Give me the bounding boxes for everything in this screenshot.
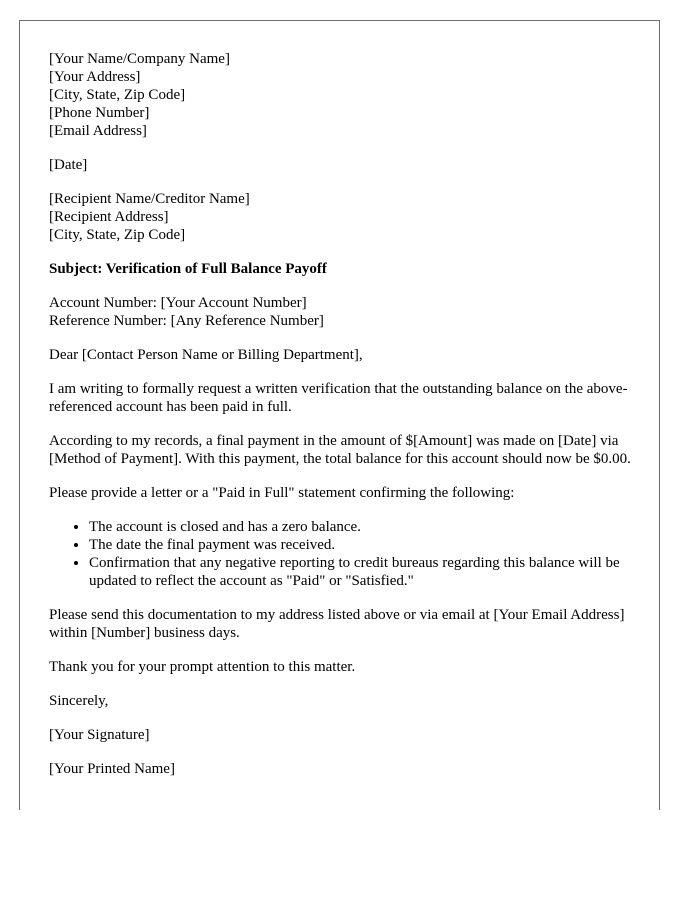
list-item: • Confirmation that any negative reporting to credit bureaus regarding this balance will be updated to reflect the account as "Paid" or "Satisfied.": [89, 554, 639, 590]
closing-sincerely: Sincerely,: [49, 693, 109, 709]
list-item: • The account is closed and has a zero balance.: [89, 518, 639, 536]
reference-block: [49, 294, 639, 330]
body-paragraph-5: Thank you for your prompt attention to this matter.: [49, 659, 356, 675]
body-paragraph-3: Please provide a letter or a "Paid in Full" statement confirming the following:: [49, 485, 515, 501]
letter-page: [19, 20, 660, 810]
recipient-block: [49, 190, 639, 244]
confirmation-list: [49, 518, 639, 590]
body-paragraph-1: I am writing to formally request a written verification that the outstanding balance on the above-referenced account has been paid in full.: [49, 381, 628, 415]
salutation: Dear [Contact Person Name or Billing Department],: [49, 347, 363, 363]
body-paragraph-2: According to my records, a final payment in the amount of $[Amount] was made on [Date] via [Method of Payment]. With this payment, the total balance for this account should now be $0.00.: [49, 433, 631, 467]
sender-phone: [Phone Number]: [49, 105, 150, 121]
list-item: • The date the final payment was received.: [89, 536, 639, 554]
recipient-name: [Recipient Name/Creditor Name]: [49, 191, 250, 207]
account-number: Account Number: [Your Account Number]: [49, 295, 307, 311]
signature-placeholder: [Your Signature]: [49, 727, 150, 743]
body-paragraph-4: Please send this documentation to my address listed above or via email at [Your Email Address] within [Number] business days.: [49, 607, 625, 641]
letter-date: [Date]: [49, 157, 88, 173]
sender-name: [Your Name/Company Name]: [49, 51, 230, 67]
letter-content: [49, 50, 639, 794]
sender-city-state-zip: [City, State, Zip Code]: [49, 87, 186, 103]
subject-line: Subject: Verification of Full Balance Payoff: [49, 261, 327, 277]
recipient-city-state-zip: [City, State, Zip Code]: [49, 227, 186, 243]
sender-email: [Email Address]: [49, 123, 147, 139]
sender-block: [49, 50, 639, 140]
printed-name: [Your Printed Name]: [49, 761, 175, 777]
recipient-address: [Recipient Address]: [49, 209, 169, 225]
sender-address: [Your Address]: [49, 69, 141, 85]
reference-number: Reference Number: [Any Reference Number]: [49, 313, 324, 329]
